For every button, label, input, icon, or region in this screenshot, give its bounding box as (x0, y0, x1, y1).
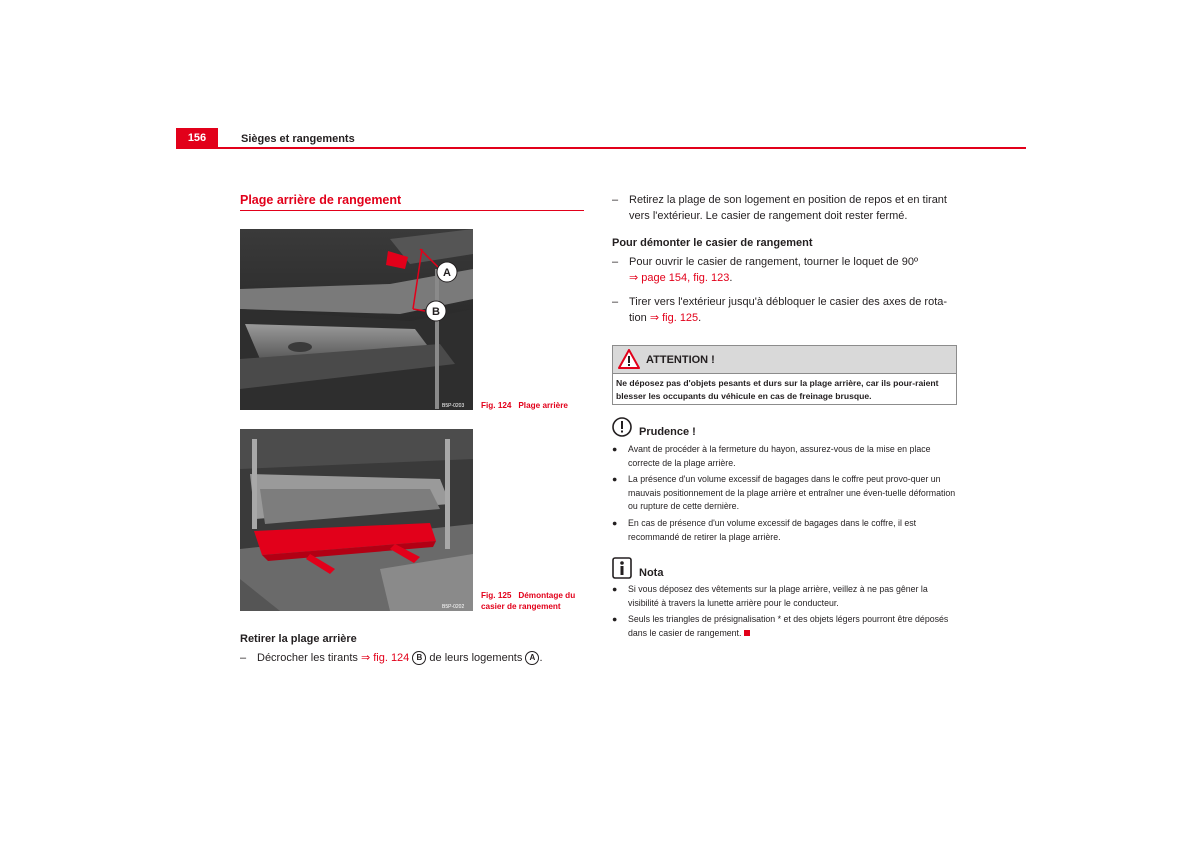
dismount-heading: Pour démonter le casier de rangement (612, 237, 813, 249)
step-text: Retirez la plage de son logement en position de repos et en tirant vers l'extérieur. Le casier de rangement doit rester fermé. (629, 194, 947, 222)
step-text: Décrocher les tirants (257, 652, 358, 664)
dismount-step-2 (612, 295, 956, 326)
label-a-ref: A (525, 651, 539, 665)
header-title: Sièges et rangements (241, 133, 355, 145)
step-text: Pour ouvrir le casier de rangement, tourner le loquet de 90º (629, 256, 918, 268)
warning-box (612, 345, 957, 405)
bullet-icon: ● (612, 444, 618, 454)
note-item (612, 613, 956, 640)
note-item (612, 583, 956, 610)
fig-124-link[interactable]: ⇒ fig. 124 (360, 652, 410, 664)
bullet-icon: ● (612, 518, 618, 528)
caution-item (612, 517, 956, 544)
caution-item-text: Avant de procéder à la fermeture du hayon, assurez-vous de la mise en place correcte de la plage arrière. (628, 444, 931, 468)
dash: – (612, 256, 619, 268)
note-title: Nota (639, 567, 664, 579)
caption-number: Fig. 124 (481, 401, 512, 410)
warning-text: Ne déposez pas d'objets pesants et durs sur la plage arrière, car ils pour-raient blesser les occupants du véhicule en cas de freinage brusque. (616, 378, 939, 401)
caution-item-text: En cas de présence d'un volume excessif de bagages dans le coffre, il est recommandé de retirer la plage arrière. (628, 518, 917, 542)
info-icon (612, 557, 632, 579)
step-end: . (698, 311, 702, 324)
label-b-ref: B (412, 651, 426, 665)
photo-code: B5P-0203 (442, 403, 465, 409)
step-end: . (729, 271, 733, 284)
caution-item (612, 473, 956, 514)
fig-125-link[interactable]: ⇒ fig. 125 (649, 311, 699, 324)
warning-triangle-icon (618, 349, 640, 369)
remove-step-2 (612, 193, 956, 224)
caption-text: Plage arrière (518, 401, 568, 410)
remove-step-1 (240, 651, 585, 667)
section-title: Plage arrière de rangement (240, 193, 402, 207)
caution-title: Prudence ! (639, 426, 696, 438)
step-text: de leurs logements (429, 652, 523, 664)
dismount-step-1 (612, 255, 956, 286)
exclamation-circle-icon (612, 417, 632, 437)
warning-header (613, 346, 956, 374)
figure-124-caption (481, 400, 568, 411)
figure-125-caption (481, 590, 591, 612)
step-text: Tirer vers l'extérieur jusqu'à débloquer le casier des axes de rota-tion (629, 296, 948, 324)
caution-item-text: La présence d'un volume excessif de bagages dans le coffre peut provo-quer un mauvais positionnement de la plage arrière et entraîner une éven-tuelle déformation ou rupture de cette dernière. (628, 474, 956, 512)
note-item-text: Seuls les triangles de présignalisation * et des objets légers pourront être déposés dans le casier de rangement. (628, 614, 949, 638)
label-b: B (432, 306, 440, 318)
section-rule (240, 210, 584, 211)
end-marker-icon (744, 630, 750, 636)
caption-number: Fig. 125 (481, 591, 512, 600)
caution-item (612, 443, 956, 470)
bullet-icon: ● (612, 614, 618, 624)
page-154-link[interactable]: ⇒ page 154, fig. 123 (629, 271, 730, 284)
header-rule (176, 147, 1026, 149)
dash: – (240, 652, 247, 664)
figure-125-photo (240, 429, 473, 611)
warning-title: ATTENTION ! (646, 354, 715, 366)
page-number: 156 (176, 128, 218, 148)
note-item-text: Si vous déposez des vêtements sur la plage arrière, veillez à ne pas gêner la visibilité à travers la lunette arrière pour le conducteur. (628, 584, 928, 608)
bullet-icon: ● (612, 474, 618, 484)
dash: – (612, 194, 619, 206)
figure-124-photo (240, 229, 473, 410)
label-a: A (443, 267, 451, 279)
remove-heading: Retirer la plage arrière (240, 633, 357, 645)
dash: – (612, 296, 619, 308)
caption-text: Démontage du casier de rangement (481, 591, 576, 611)
bullet-icon: ● (612, 584, 618, 594)
step-end: . (539, 652, 543, 664)
photo-code: B5P-0202 (442, 604, 465, 610)
